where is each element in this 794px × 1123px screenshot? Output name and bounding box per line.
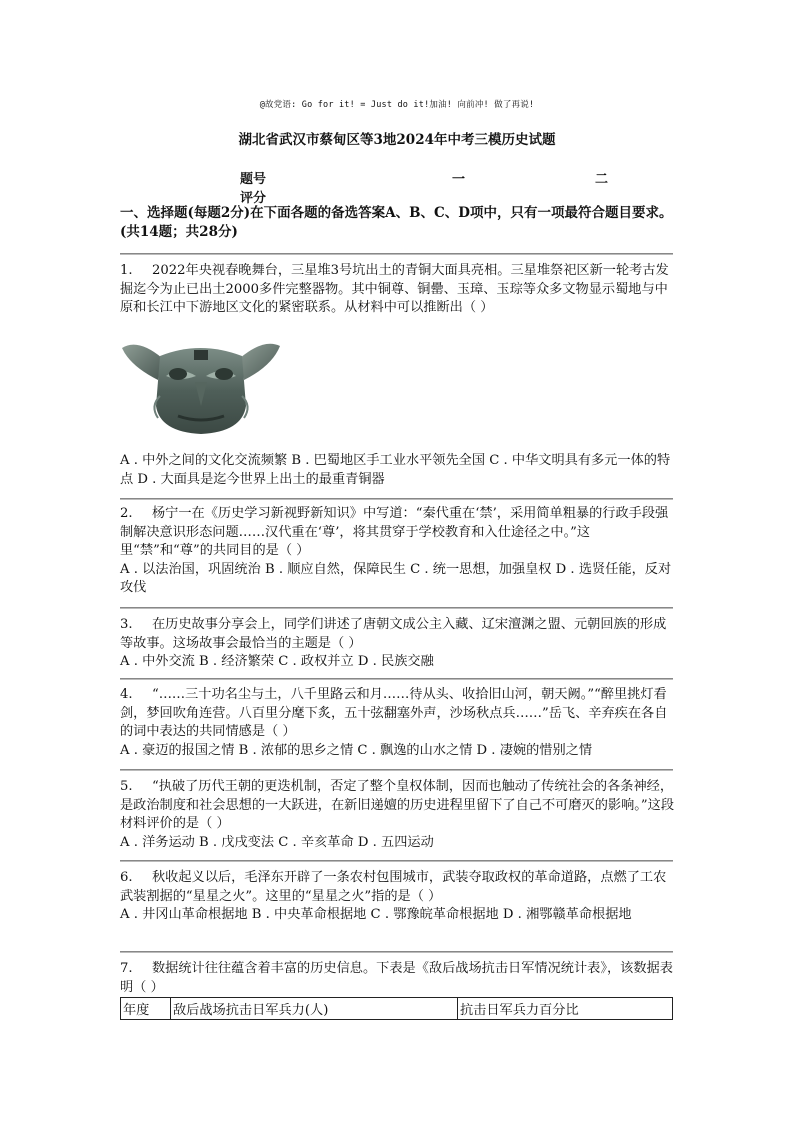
table-header-cell: 敌后战场抗击日军兵力(人) — [171, 998, 458, 1020]
question-stem: 秋收起义以后，毛泽东开辟了一条农村包围城市，武装夺取政权的革命道路，点燃了工农武装割据的“星星之火”。这里的“星星之火”指的是（ ） — [120, 870, 667, 904]
question-stem: 杨宁一在《历史学习新视野新知识》中写道：“秦代重在‘禁’，采用简单粗暴的行政手段强制解决意识形态问题……汉代重在‘尊’，将其贯穿于学校教育和入仕途径之中。”这里“禁”和“尊”的共同目的是（ ） — [120, 506, 669, 558]
score-table-col-1: 一 — [452, 172, 466, 187]
bronze-mask-icon — [120, 336, 282, 436]
stats-table — [120, 997, 673, 1020]
question-6 — [120, 869, 676, 925]
options-line: A . 中外之间的文化交流频繁 B . 巴蜀地区手工业水平领先全国 C . 中华文明具有多元一体的特点 D . 大面具是迄今世界上出土的最重青铜器 — [120, 453, 671, 487]
question-5 — [120, 778, 676, 852]
question-divider — [120, 860, 673, 862]
question-number: 6. — [120, 870, 133, 885]
question-divider — [120, 253, 673, 255]
question-divider — [120, 607, 673, 609]
options-line: A . 中外交流 B . 经济繁荣 C . 政权并立 D . 民族交融 — [120, 654, 434, 669]
options-line: A . 以法治国，巩固统治 B . 顺应自然，保障民生 C . 统一思想，加强皇权 D . 选贤任能，反对攻伐 — [120, 561, 672, 595]
question-divider — [120, 951, 673, 953]
question-number: 4. — [120, 687, 133, 702]
question-1-options — [120, 452, 676, 489]
section-heading: 一、选择题(每题2分)在下面各题的备选答案A、B、C、D项中，只有一项最符合题目要求。(共14题；共28分) — [120, 205, 673, 240]
motto-line: @故党语: Go for it! = Just do it!加油! 向前冲! 做了再说! — [259, 100, 535, 110]
question-stem: 数据统计往往蕴含着丰富的历史信息。下表是《敌后战场抗击日军情况统计表》，该数据表明（ ） — [120, 961, 673, 995]
question-stem: “执破了历代王朝的更迭机制，否定了整个皇权体制，因而也触动了传统社会的各条神经，是政治制度和社会思想的一大跃进，在新旧递嬗的历史进程里留下了自己不可磨灭的影响。”这段材料评价的是（ ） — [120, 779, 675, 831]
options-line: A . 豪迈的报国之情 B . 浓郁的思乡之情 C . 飘逸的山水之情 D . 凄婉的惜别之情 — [120, 742, 593, 758]
page-title: 湖北省武汉市蔡甸区等3地2024年中考三模历史试题 — [238, 132, 556, 148]
table-header-row — [121, 998, 673, 1020]
options-line: A . 洋务运动 B . 戊戌变法 C . 辛亥革命 D . 五四运动 — [120, 834, 434, 850]
table-header-cell: 抗击日军兵力百分比 — [458, 998, 673, 1020]
question-number: 1. — [120, 263, 133, 278]
question-divider — [120, 769, 673, 771]
question-divider — [120, 678, 673, 680]
question-1 — [120, 262, 676, 318]
score-table-header-label: 题号 — [240, 172, 267, 187]
question-number: 2. — [120, 506, 133, 521]
table-header-cell: 年度 — [121, 998, 171, 1020]
question-stem: 在历史故事分享会上，同学们讲述了唐朝文成公主入藏、辽宋澶渊之盟、元朝回族的形成等故事。这场故事会最恰当的主题是（ ） — [120, 617, 667, 651]
question-2 — [120, 505, 676, 598]
bronze-mask-image — [120, 336, 282, 436]
question-number: 5. — [120, 779, 133, 794]
question-4 — [120, 686, 676, 760]
score-table-col-2: 二 — [595, 172, 609, 187]
question-number: 7. — [120, 961, 133, 976]
options-line: A . 井冈山革命根据地 B . 中央革命根据地 C . 鄂豫皖革命根据地 D . 湘鄂赣革命根据地 — [120, 907, 632, 922]
question-number: 3. — [120, 617, 133, 632]
question-stem: “……三十功名尘与土，八千里路云和月……待从头、收拾旧山河，朝天阙。”“醉里挑灯看剑，梦回吹角连营。八百里分麾下炙，五十弦翻塞外声，沙场秋点兵……”岳飞、辛弃疾在各自的词中表达的共同情感是（ ） — [120, 687, 668, 739]
question-3 — [120, 616, 676, 672]
question-7 — [120, 960, 676, 997]
question-divider — [120, 498, 673, 500]
score-table-score-label: 评分 — [240, 191, 267, 206]
question-stem: 2022年央视春晚舞台，三星堆3号坑出土的青铜大面具亮相。三星堆祭祀区新一轮考古发掘迄今为止已出土2000多件完整器物。其中铜尊、铜罍、玉璋、玉琮等众多文物显示蜀地与中原和长江中下游地区文化的紧密联系。从材料中可以推断出（ ） — [120, 263, 669, 315]
